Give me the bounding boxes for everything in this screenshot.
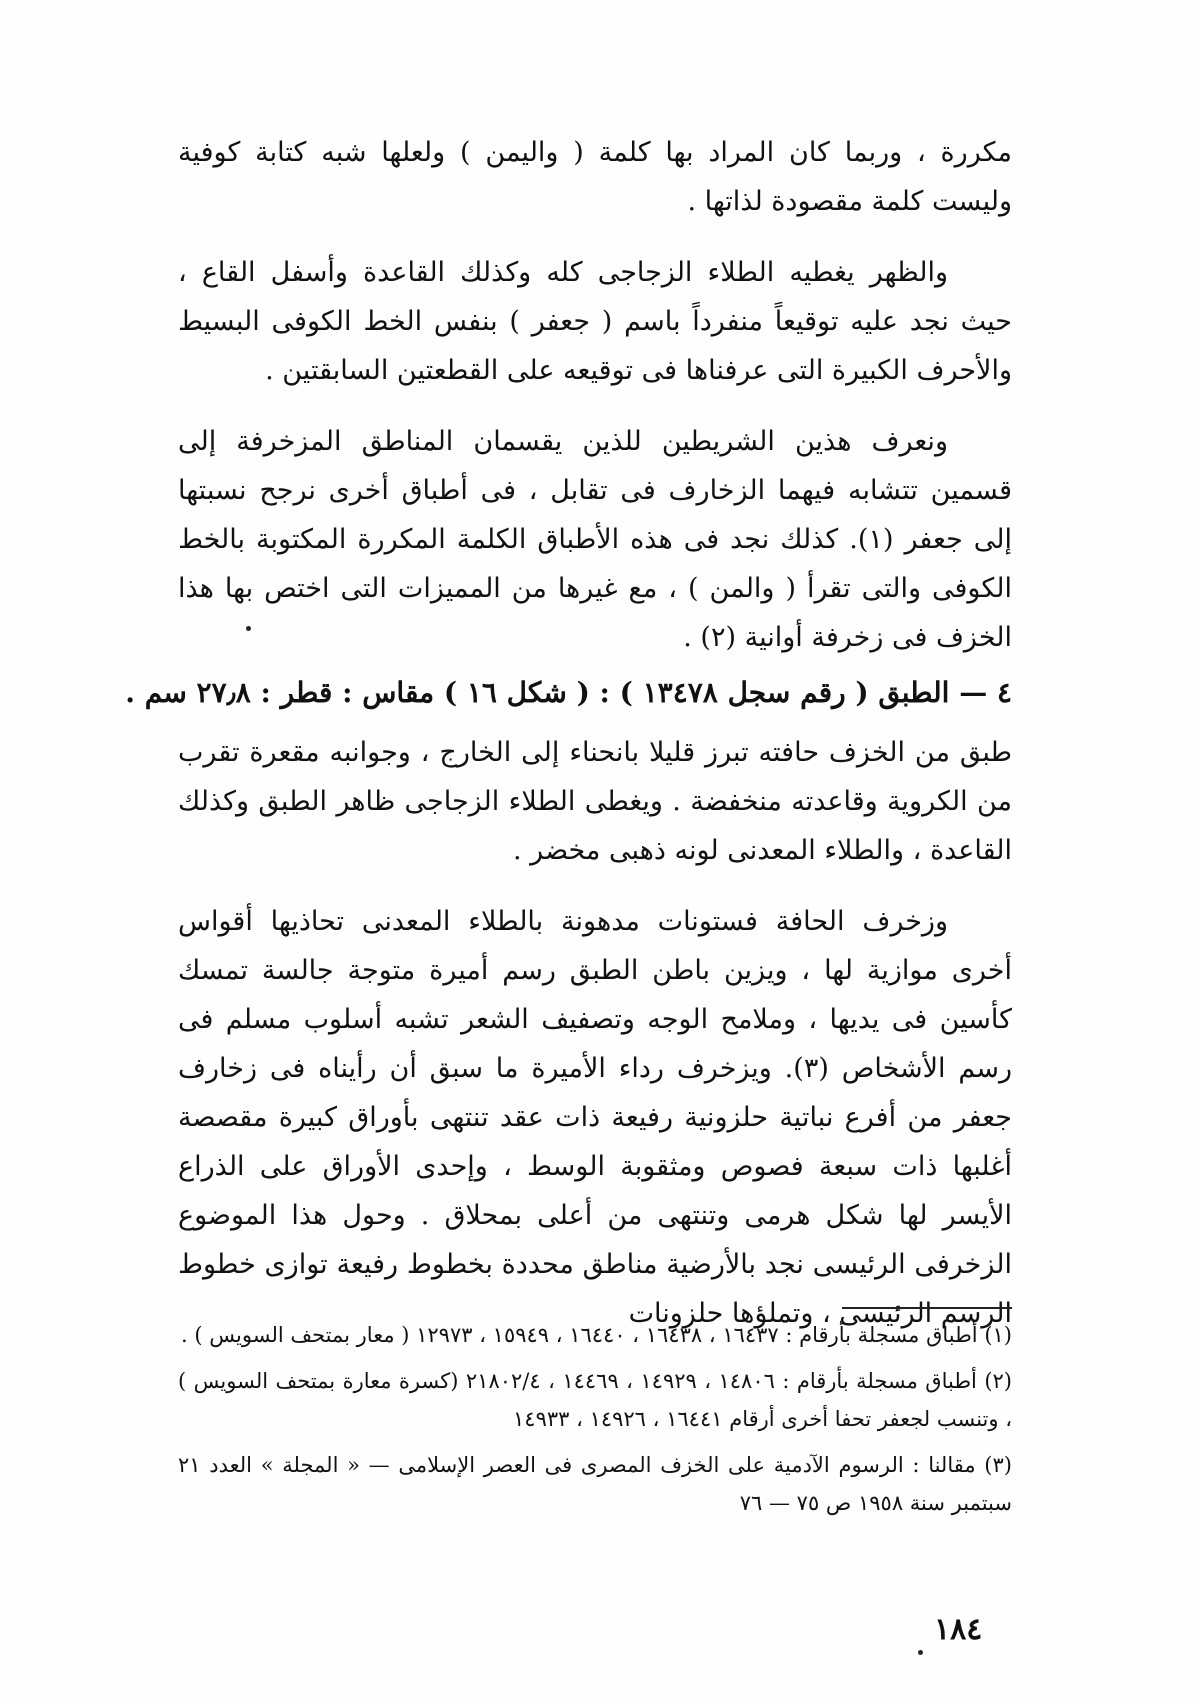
footnotes xyxy=(178,1316,1012,1530)
paragraph-1: مكررة ، وربما كان المراد بها كلمة ( واليمن ) ولعلها شبه كتابة كوفية وليست كلمة مقصودة لذاتها . xyxy=(178,137,1012,217)
body-text-bottom xyxy=(178,728,1012,1360)
footnote-divider xyxy=(842,1307,1012,1309)
section-heading: ٤ — الطبق ( رقم سجل ١٣٤٧٨ ) : ( شكل ١٦ ) مقاس : قطر : ٢٧٫٨ سم . xyxy=(125,676,1012,709)
paragraph-3: ونعرف هذين الشريطين للذين يقسمان المناطق المزخرفة إلى قسمين تتشابه فيهما الزخارف فى تقابل ، فى أطباق أخرى نرجح نسبتها إلى جعفر (١). كذلك نجد فى هذه الأطباق الكلمة المكررة المكتوبة بالخط الكوفى والتى تقرأ ( والمن ) ، مع غيرها من المميزات التى اختص بها هذا الخزف فى زخرفة أوانية (٢) . xyxy=(178,426,1013,653)
scan-speck xyxy=(918,1650,923,1655)
scan-speck xyxy=(246,626,251,631)
page-number: ١٨٤ xyxy=(934,1612,983,1647)
paragraph-2: والظهر يغطيه الطلاء الزجاجى كله وكذلك القاعدة وأسفل القاع ، حيث نجد عليه توقيعاً منفرداً باسم ( جعفر ) بنفس الخط الكوفى البسيط والأحرف الكبيرة التى عرفناها فى توقيعه على القطعتين السابقتين . xyxy=(178,257,1012,386)
footnote-2: (٢) أطباق مسجلة بأرقام : ١٤٨٠٦ ، ١٤٩٢٩ ، ١٤٤٦٩ ، ٢١٨٠٢/٤ (كسرة معارة بمتحف السويس ) ، وتنسب لجعفر تحفا أخرى أرقام ١٦٤٤١ ، ١٤٩٢٦ ، ١٤٩٣٣ xyxy=(178,1369,1012,1431)
footnote-3: (٣) مقالنا : الرسوم الآدمية على الخزف المصرى فى العصر الإسلامى — « المجلة » العدد ٢١ سبتمبر سنة ١٩٥٨ ص ٧٥ — ٧٦ xyxy=(178,1453,1012,1515)
paragraph-4: طبق من الخزف حافته تبرز قليلا بانحناء إلى الخارج ، وجوانبه مقعرة تقرب من الكروية وقاعدته منخفضة . ويغطى الطلاء الزجاجى ظاهر الطبق وكذلك القاعدة ، والطلاء المعدنى لونه ذهبى مخضر . xyxy=(178,737,1012,866)
body-text-top xyxy=(178,128,1012,684)
footnote-1: (١) أطباق مسجلة بأرقام : ١٦٤٣٧ ، ١٦٤٣٨ ، ١٦٤٤٠ ، ١٥٩٤٩ ، ١٢٩٧٣ ( معار بمتحف السويس ) . xyxy=(181,1323,1012,1347)
paragraph-5: وزخرف الحافة فستونات مدهونة بالطلاء المعدنى تحاذيها أقواس أخرى موازية لها ، ويزين باطن الطبق رسم أميرة متوجة جالسة تمسك كأسين فى يديها ، وملامح الوجه وتصفيف الشعر تشبه أسلوب مسلم فى رسم الأشخاص (٣). ويزخرف رداء الأميرة ما سبق أن رأيناه فى زخارف جعفر من أفرع نباتية حلزونية رفيعة ذات عقد تنتهى بأوراق كبيرة مقصصة أغلبها ذات سبعة فصوص ومثقوبة الوسط ، وإحدى الأوراق على الذراع الأيسر لها شكل هرمى وتنتهى من أعلى بمحلاق . وحول هذا الموضوع الزخرفى الرئيسى نجد بالأرضية مناطق محددة بخطوط رفيعة توازى خطوط الرسم الرئيسى ، وتملؤها حلزونات xyxy=(178,906,1012,1329)
